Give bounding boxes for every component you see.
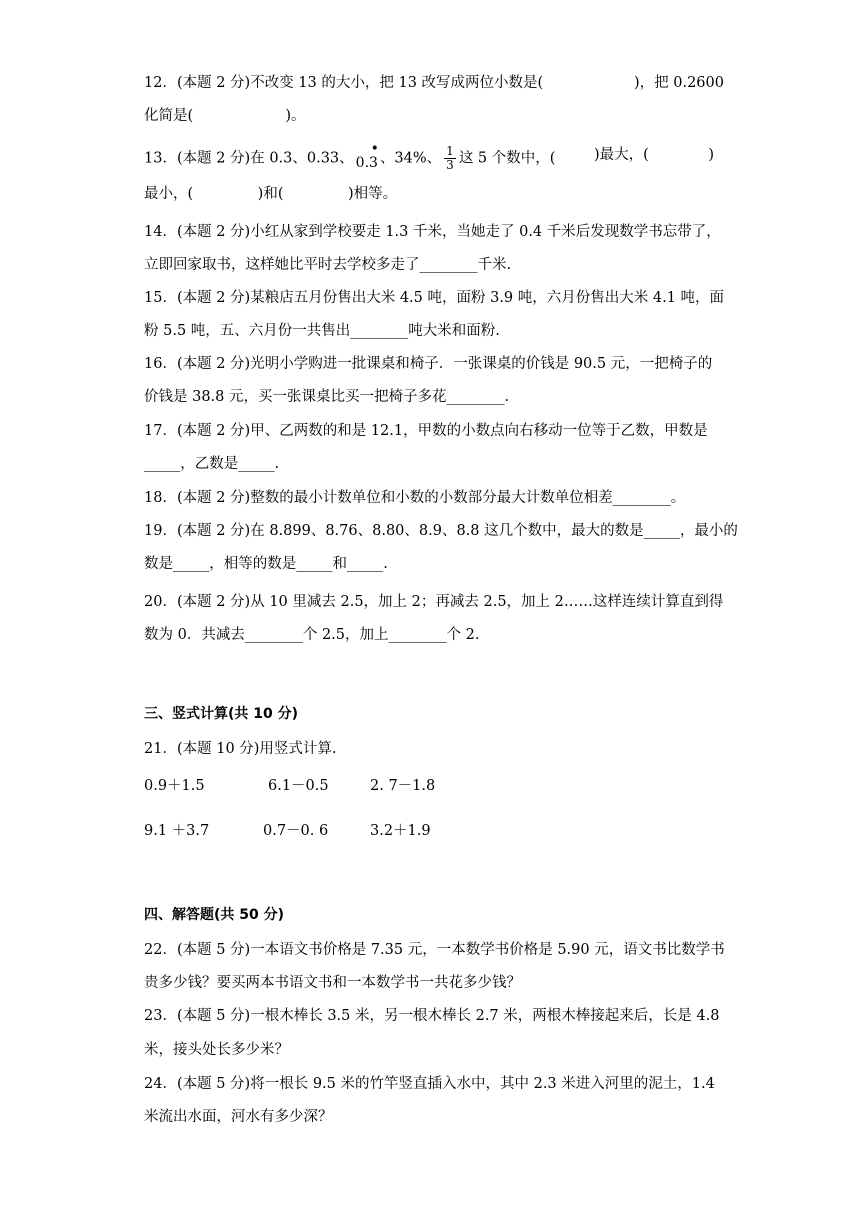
question-19-line-2: 数是_____，相等的数是_____和_____. bbox=[144, 556, 388, 572]
question-17-line-1: 17．(本题 2 分)甲、乙两数的和是 12.1，甲数的小数点向右移动一位等于乙数，甲数是 bbox=[144, 423, 708, 439]
question-12-text-left: 12．(本题 2 分)不改变 13 的大小，把 13 改写成两位小数是( bbox=[144, 75, 544, 91]
fraction-denominator: 3 bbox=[446, 158, 454, 172]
question-13-text-e: ) bbox=[708, 147, 714, 163]
section-3-title: 三、竖式计算(共 10 分) bbox=[144, 706, 299, 722]
question-24-line-2: 米流出水面，河水有多少深？ bbox=[144, 1109, 333, 1125]
question-12-text-right: )，把 0.2600 bbox=[633, 75, 724, 91]
question-13-line-1 bbox=[144, 140, 724, 173]
question-14-line-1: 14．(本题 2 分)小红从家到学校要走 1.3 千米，当她走了 0.4 千米后发现数学书忘带了， bbox=[144, 224, 721, 240]
calc-item: 6.1－0.5 bbox=[268, 778, 329, 794]
question-23-line-1: 23．(本题 5 分)一根木棒长 3.5 米，另一根木棒长 2.7 米，两根木棒接起来后，长是 4.8 bbox=[144, 1008, 720, 1024]
repeating-decimal bbox=[355, 140, 379, 173]
question-15-line-1: 15．(本题 2 分)某粮店五月份售出大米 4.5 吨，面粉 3.9 吨，六月份售出大米 4.1 吨，面 bbox=[144, 290, 725, 306]
question-22-line-2: 贵多少钱？要买两本书语文书和一本数学书一共花多少钱？ bbox=[144, 975, 521, 991]
section-4-title: 四、解答题(共 50 分) bbox=[144, 907, 285, 923]
repeating-decimal-digits: 0.3 bbox=[355, 154, 378, 171]
fraction-numerator: 1 bbox=[446, 144, 454, 158]
question-24-line-1: 24．(本题 5 分)将一根长 9.5 米的竹竿竖直插入水中，其中 2.3 米进入河里的泥土，1.4 bbox=[144, 1076, 715, 1092]
calc-item: 9.1 ＋3.7 bbox=[144, 823, 210, 839]
question-13-text-a: 13．(本题 2 分)在 0.3、0.33、 bbox=[144, 150, 354, 167]
question-21-line-1: 21．(本题 10 分)用竖式计算. bbox=[144, 741, 337, 757]
question-12-line-1 bbox=[144, 73, 724, 93]
question-15-line-2: 粉 5.5 吨，五、六月份一共售出________吨大米和面粉. bbox=[144, 323, 500, 339]
question-14-line-2: 立即回家取书，这样她比平时去学校多走了________千米. bbox=[144, 257, 512, 273]
question-13-text-b: 、34%、 bbox=[379, 150, 442, 167]
question-12-line-2: 化简是( )。 bbox=[144, 108, 306, 124]
fraction-one-third bbox=[444, 145, 456, 172]
question-20-line-1: 20．(本题 2 分)从 10 里减去 2.5，加上 2；再减去 2.5，加上 2……这样连续计算直到得 bbox=[144, 594, 724, 610]
calc-item: 0.9＋1.5 bbox=[144, 778, 205, 794]
calc-item: 3.2＋1.9 bbox=[370, 823, 431, 839]
question-16-line-1: 16．(本题 2 分)光明小学购进一批课桌和椅子．一张课桌的价钱是 90.5 元，一把椅子的 bbox=[144, 356, 713, 372]
question-19-line-1: 19．(本题 2 分)在 8.899、8.76、8.80、8.9、8.8 这几个数中，最大的数是_____，最小的 bbox=[144, 523, 738, 539]
question-17-line-2: _____，乙数是_____. bbox=[144, 456, 280, 472]
question-18-line-1: 18．(本题 2 分)整数的最小计数单位和小数的小数部分最大计数单位相差________。 bbox=[144, 490, 686, 506]
question-16-line-2: 价钱是 38.8 元，买一张课桌比买一把椅子多花________. bbox=[144, 389, 510, 405]
question-13-text-d: )最大，( bbox=[594, 147, 649, 163]
calc-item: 0.7－0. 6 bbox=[263, 823, 329, 839]
repeating-dot: • bbox=[370, 140, 379, 157]
question-23-line-2: 米，接头处长多少米？ bbox=[144, 1042, 289, 1058]
calc-item: 2. 7－1.8 bbox=[370, 778, 436, 794]
question-20-line-2: 数为 0．共减去________个 2.5，加上________个 2. bbox=[144, 627, 480, 643]
question-13-line-2: 最小，( )和( )相等。 bbox=[144, 186, 398, 202]
question-13-text-c: 这 5 个数中，( bbox=[458, 150, 556, 167]
question-22-line-1: 22．(本题 5 分)一本语文书价格是 7.35 元，一本数学书价格是 5.90 元，语文书比数学书 bbox=[144, 942, 725, 958]
